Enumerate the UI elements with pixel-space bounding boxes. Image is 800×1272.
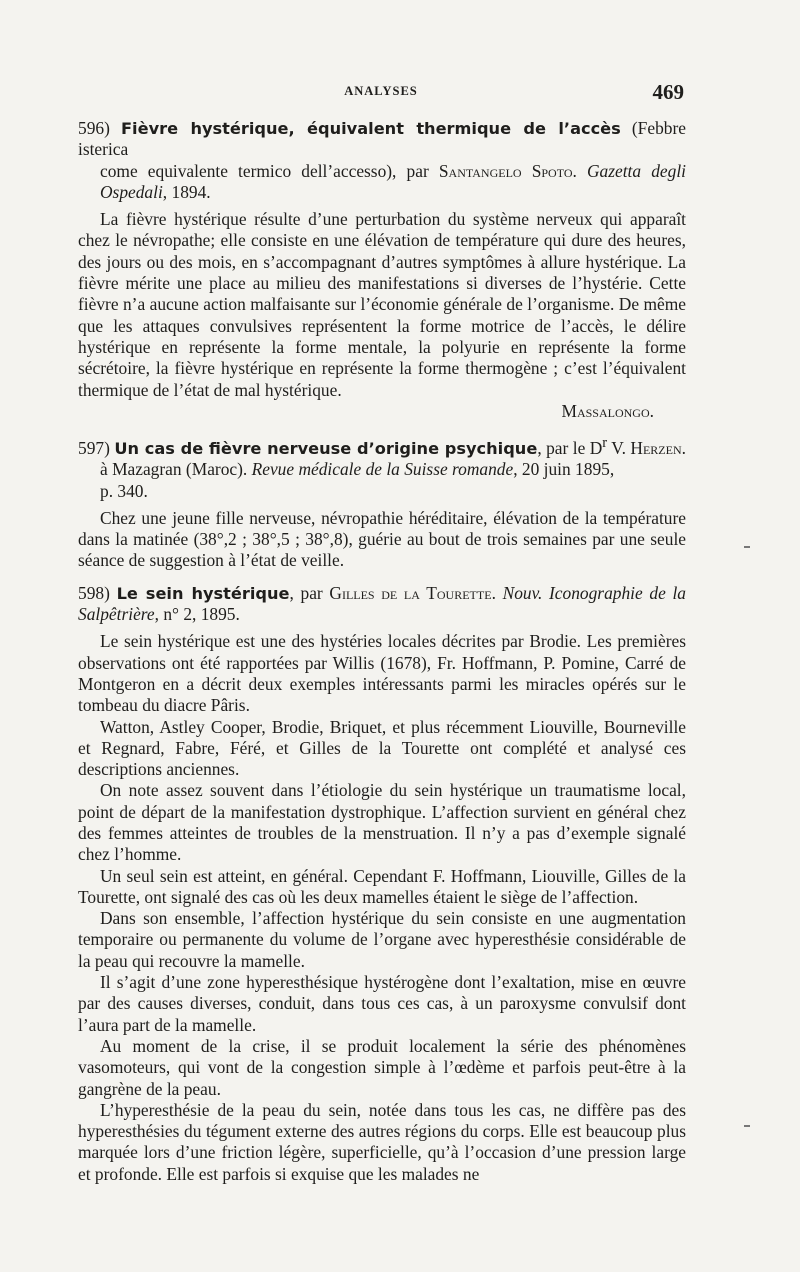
abstract-entry-596 <box>78 118 686 422</box>
entry-title: Fièvre hystérique, équivalent thermique de l’accès <box>120 119 621 138</box>
entry-body <box>78 508 686 572</box>
body-paragraph: Le sein hystérique est une des hystéries locales décrites par Brodie. Les premières observations ont été rapportées par Willis (1678), Fr. Hoffmann, P. Pomine, Carré de Montgeron en a décrit deux exemples intéressants parmi les miracles opérés sur le tombeau du diacre Pâris. <box>78 631 686 716</box>
entry-number: 596) <box>78 118 110 138</box>
entry-number: 598) <box>78 582 110 603</box>
page-number: 469 <box>652 80 684 104</box>
body-paragraph: On note assez souvent dans l’étiologie du sein hystérique un traumatisme local, point de départ de la manifestation dystrophique. L’affection survient en général chez des femmes atteintes de troubles de la menstruation. Il n’y a pas d’exemple signalé chez l’homme. <box>78 780 686 865</box>
entry-heading: 598) Le sein hystérique, par Gilles de la Tourette. Nouv. Iconographie de la Salpêtrière, n° 2, 1895. <box>78 582 686 625</box>
entry-title: Un cas de fièvre nerveuse d’origine psychique <box>114 438 538 458</box>
running-head: ANALYSES <box>344 84 418 98</box>
entry-heading: 597) Un cas de fièvre nerveuse d’origine psychique, par le $D^r$ V. Herzen. à Mazagran (Maroc). Revue médicale de la Suisse romande, 20 juin 1895, p. 340. <box>78 435 686 501</box>
reference-pages: p. 340. <box>100 480 148 501</box>
body-paragraph: La fièvre hystérique résulte d’une perturbation du système nerveux qui apparaît chez le névropathe; elle consiste en une élévation de température qui dure des heures, des jours ou des mois, en s’accompagnant d’autres symptômes à allure hystérique. La fièvre mérite une place au milieu des manifestations si diverses de l’hystérie. Cette fièvre n’a aucune action malfaisante sur l’économie générale de l’organisme. De même que les attaques convulsives représentent la forme motrice de l’accès, le délire hystérique en représente la forme mentale, la polyurie en représente la forme sécrétoire, la fièvre hystérique en représente la forme thermogène ; c’est l’équivalent thermique de l’état de mal hystérique. <box>78 209 686 400</box>
body-paragraph: Dans son ensemble, l’affection hystérique du sein consiste en une augmentation temporaire ou permanente du volume de l’organe avec hyperesthésie considérable de la peau qui recouvre la mamelle. <box>78 908 686 971</box>
reference-date: , 20 juin 1895, <box>513 459 615 480</box>
entry-author: Herzen <box>630 437 682 458</box>
journal-name: Nouv. Iconographie de la Salpêtrière <box>78 582 686 625</box>
body-paragraph: Un seul sein est atteint, en général. Cependant F. Hoffmann, Liouville, Gilles de la Tourette, ont signalé des cas où les deux mamelles étaient le siège de l’affection. <box>78 865 686 907</box>
body-paragraph: Chez une jeune fille nerveuse, névropathie héréditaire, élévation de la température dans la matinée (38°,2 ; 38°,5 ; 38°,8), guérie au bout de trois semaines par une seule séance de suggestion à l’état de veille. <box>78 507 686 571</box>
entry-title: Le sein hystérique <box>116 583 290 603</box>
body-paragraph: Watton, Astley Cooper, Brodie, Briquet, et plus récemment Liouville, Bourneville et Regnard, Fabre, Féré, et Gilles de la Tourette ont complété et analysé ces descriptions anciennes. <box>78 716 686 780</box>
entry-body <box>78 209 686 401</box>
entry-number: 597) <box>78 437 110 458</box>
reference-text: à Mazagran (Maroc). <box>100 459 248 480</box>
margin-mark <box>744 546 750 548</box>
entry-body <box>78 631 686 1185</box>
entry-author: Gilles de la Tourette <box>329 582 492 603</box>
reference-text: come equivalente termico dell’accesso), par <box>100 160 429 181</box>
reference-end: , 1894. <box>162 181 211 202</box>
body-paragraph: Il s’agit d’une zone hyperesthésique hystérogène dont l’exaltation, mise en œuvre par des causes diverses, conduit, dans tous ces cas, à un paroxysme convulsif dont l’aura part de la mamelle. <box>78 972 686 1035</box>
entry-subtitle: (Febbre isterica <box>78 118 686 160</box>
abstract-entry-598 <box>78 583 686 1185</box>
entry-signature: Massalongo. <box>561 400 654 421</box>
abstract-entry-597 <box>78 433 686 572</box>
body-paragraph: L’hyperesthésie de la peau du sein, notée dans tous les cas, ne diffère pas des hyperesthésies du tégument externe des autres régions du corps. Elle est beaucoup plus marquée lors d’une friction légère, superficielle, qu’à l’occasion d’une pression large et profonde. Elle est parfois si exquise que les malades ne <box>78 1099 686 1184</box>
page-header <box>78 80 684 104</box>
journal-name: Gazetta degli Ospedali <box>100 160 686 202</box>
entry-author: Santangelo Spoto <box>438 160 573 181</box>
page-content <box>78 118 686 1185</box>
reference-end: , n° 2, 1895. <box>154 604 240 625</box>
entry-heading: 596) Fièvre hystérique, équivalent thermique de l’accès (Febbre isterica come equivalente termico dell’accesso), par Santangelo Spoto. Gazetta degli Ospedali, 1894. <box>78 118 686 202</box>
body-paragraph: Au moment de la crise, il se produit localement la série des phénomènes vasomoteurs, qui vont de la congestion simple à l’œdème et parfois peut-être à la gangrène de la peau. <box>78 1035 686 1099</box>
journal-name: Revue médicale de la Suisse romande <box>251 459 514 480</box>
margin-mark <box>744 1125 750 1127</box>
